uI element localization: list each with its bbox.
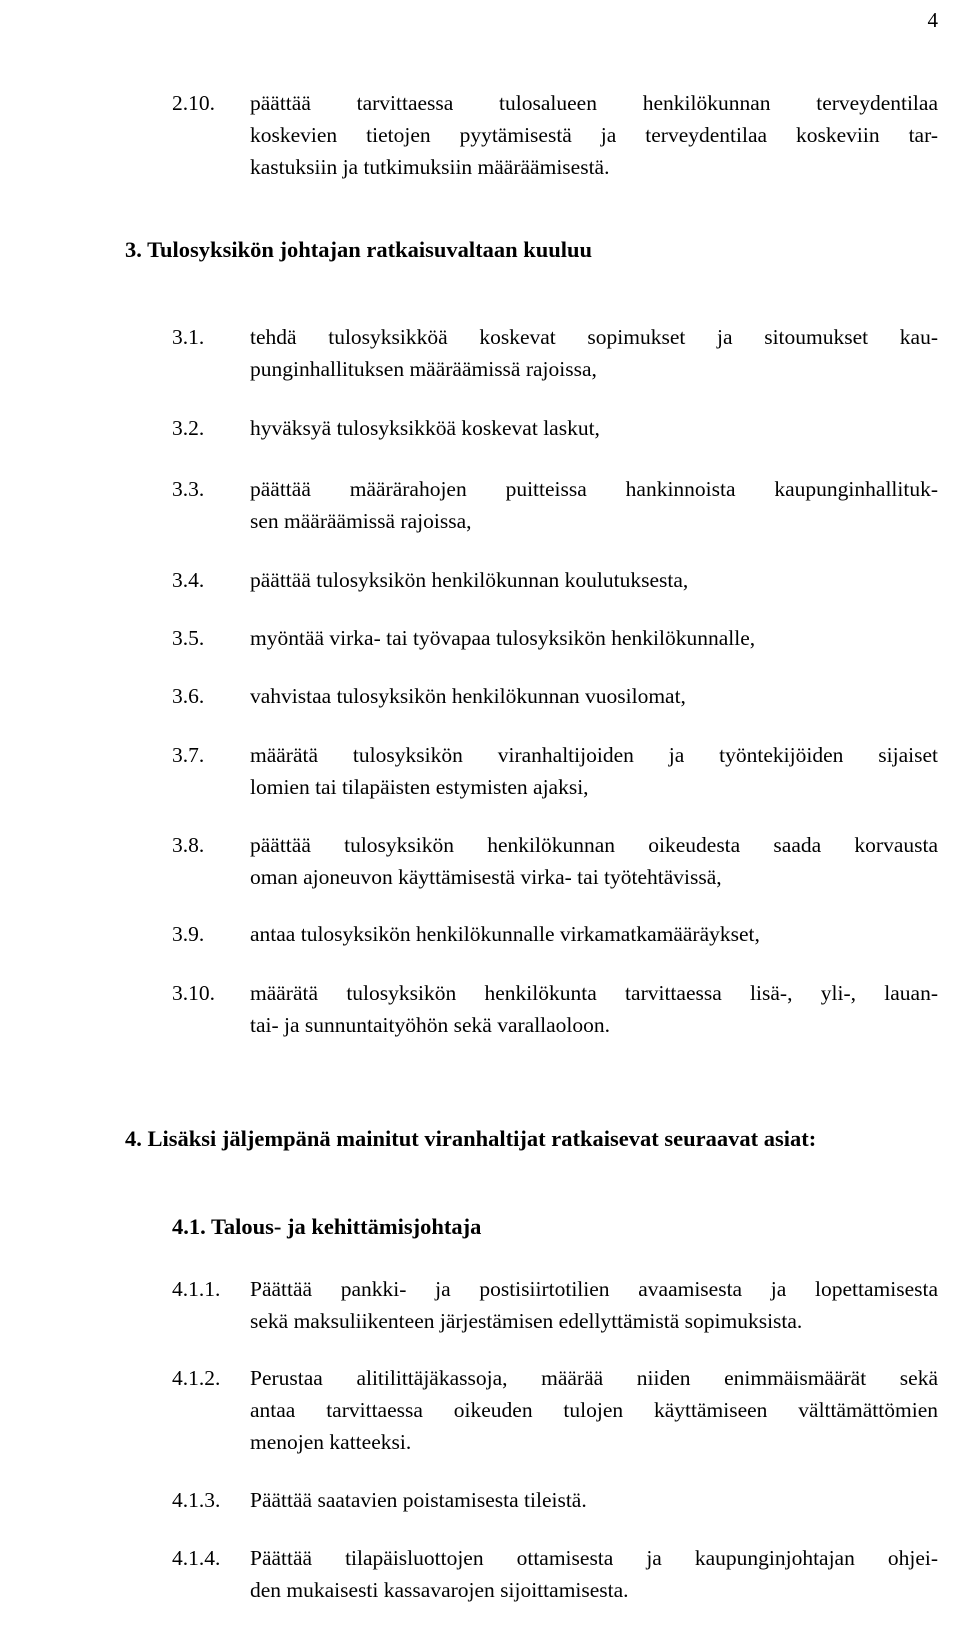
item-number: 3.9. [172,922,205,946]
item-number: 3.5. [172,626,205,650]
item-text-line: oman ajoneuvon käyttämisestä virka- tai työtehtävissä, [250,865,722,889]
item-text [250,829,938,893]
list-item-3-10 [172,977,938,1041]
item-text-line: punginhallituksen määräämissä rajoissa, [250,357,597,381]
list-item-3-5 [172,622,938,654]
item-number: 4.1.3. [172,1488,221,1512]
item-text [250,321,938,385]
item-text-line: myöntää virka- tai työvapaa tulosyksikön henkilökunnalle, [250,626,756,650]
item-number: 3.3. [172,477,205,501]
item-number: 3.2. [172,416,205,440]
item-text [250,680,938,712]
item-number: 3.8. [172,833,205,857]
section-3-heading: 3. Tulosyksikön johtajan ratkaisuvaltaan kuuluu [125,237,593,262]
item-number: 3.10. [172,981,215,1005]
list-item-3-9 [172,918,938,950]
item-text-line: Perustaa alitilittäjäkassoja, määrää niiden enimmäismäärät sekä [250,1366,938,1390]
list-item-4-1-1 [172,1273,938,1337]
item-text [250,564,938,596]
item-text-line: den mukaisesti kassavarojen sijoittamisesta. [250,1578,629,1602]
item-number: 4.1.4. [172,1546,221,1570]
item-text-line: päättää määrärahojen puitteissa hankinnoista kaupunginhallituk- [250,477,938,501]
item-text-line: tehdä tulosyksikköä koskevat sopimukset ja sitoumukset kau- [250,325,938,349]
item-text-line: määrätä tulosyksikön viranhaltijoiden ja työntekijöiden sijaiset [250,743,938,767]
item-text-line: päättää tarvittaessa tulosalueen henkilökunnan terveydentilaa [250,91,938,115]
item-text [250,1362,938,1458]
item-text-line: päättää tulosyksikön henkilökunnan koulutuksesta, [250,568,689,592]
item-text-line: Päättää saatavien poistamisesta tileistä. [250,1488,587,1512]
list-item-3-4 [172,564,938,596]
item-number: 2.10. [172,91,215,115]
item-text [250,977,938,1041]
item-number: 3.6. [172,684,205,708]
item-text [250,739,938,803]
item-number: 3.4. [172,568,205,592]
item-text [250,473,938,537]
item-text-line: menojen katteeksi. [250,1430,412,1454]
list-item-3-7 [172,739,938,803]
list-item-4-1-4 [172,1542,938,1606]
page-number: 4 [927,8,938,32]
item-text-line: Päättää pankki- ja postisiirtotilien avaamisesta ja lopettamisesta [250,1277,938,1301]
list-item-3-2 [172,412,938,444]
item-text-line: sen määräämissä rajoissa, [250,509,472,533]
item-text [250,622,938,654]
item-text [250,1484,938,1516]
item-text-line: määrätä tulosyksikön henkilökunta tarvittaessa lisä-, yli-, lauan- [250,981,938,1005]
section-4-heading: 4. Lisäksi jäljempänä mainitut viranhaltijat ratkaisevat seuraavat asiat: [125,1126,817,1151]
item-text-line: lomien tai tilapäisten estymisten ajaksi, [250,775,589,799]
item-text [250,918,938,950]
item-text-line: päättää tulosyksikön henkilökunnan oikeudesta saada korvausta [250,833,938,857]
item-text [250,1542,938,1606]
list-item-3-8 [172,829,938,893]
item-text-line: antaa tarvittaessa oikeuden tulojen käyttämiseen välttämättömien [250,1398,938,1422]
item-number: 4.1.1. [172,1277,221,1301]
list-item-2-10 [172,87,938,183]
list-item-3-3 [172,473,938,537]
item-text-line: tai- ja sunnuntaityöhön sekä varallaoloon. [250,1013,611,1037]
item-number: 3.7. [172,743,205,767]
list-item-3-6 [172,680,938,712]
list-item-3-1 [172,321,938,385]
item-text-line: Päättää tilapäisluottojen ottamisesta ja kaupunginjohtajan ohjei- [250,1546,938,1570]
item-text-line: vahvistaa tulosyksikön henkilökunnan vuosilomat, [250,684,686,708]
item-text [250,1273,938,1337]
list-item-4-1-2 [172,1362,938,1458]
item-text-line: antaa tulosyksikön henkilökunnalle virkamatkamääräykset, [250,922,760,946]
item-text [250,412,938,444]
item-text-line: sekä maksuliikenteen järjestämisen edellyttämistä sopimuksista. [250,1309,803,1333]
item-text-line: hyväksyä tulosyksikköä koskevat laskut, [250,416,600,440]
item-text [250,87,938,183]
item-text-line: kastuksiin ja tutkimuksiin määräämisestä. [250,155,610,179]
item-number: 4.1.2. [172,1366,221,1390]
list-item-4-1-3 [172,1484,938,1516]
item-text-line: koskevien tietojen pyytämisestä ja terveydentilaa koskeviin tar- [250,123,938,147]
section-4-1-heading: 4.1. Talous- ja kehittämisjohtaja [172,1214,482,1239]
item-number: 3.1. [172,325,205,349]
